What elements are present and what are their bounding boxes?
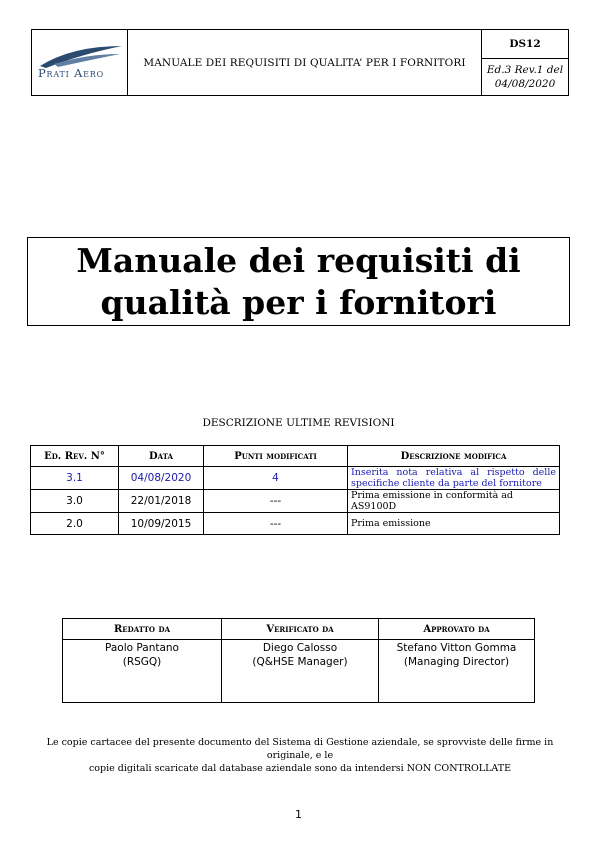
- document-title-line-1: Manuale dei requisiti di: [76, 240, 521, 280]
- signatures-table: [62, 618, 535, 703]
- edition-line-2: 04/08/2020: [494, 78, 556, 90]
- rev-points: ---: [204, 490, 348, 513]
- signature-cell-approved: [379, 640, 535, 703]
- rev-description: Prima emissione in conformità ad AS9100D: [348, 490, 560, 513]
- edition-line-1: Ed.3 Rev.1 del: [486, 64, 564, 76]
- document-title-line-2: qualità per i fornitori: [100, 282, 497, 322]
- signer-name: Diego Calosso: [262, 642, 338, 654]
- signature-header-approved: Approvato da: [379, 619, 535, 640]
- rev-date: 04/08/2020: [119, 467, 204, 490]
- signer-name: Paolo Pantano: [105, 642, 179, 654]
- signatures-row: [63, 640, 535, 703]
- signer-name: Stefano Vitton Gomma: [396, 642, 517, 654]
- col-header-rev: Ed. Rev. N°: [31, 446, 119, 467]
- logo-wing-icon: [32, 30, 127, 70]
- signer-role: (RSGQ): [122, 656, 162, 668]
- col-header-description: Descrizione modifica: [348, 446, 560, 467]
- rev-number: 3.0: [31, 490, 119, 513]
- document-title: [27, 237, 570, 326]
- controlled-copy-notice: [30, 736, 570, 775]
- table-row: [31, 490, 560, 513]
- page-header: [31, 29, 569, 96]
- signature-cell-verified: [222, 640, 379, 703]
- signature-header-verified: Verificato da: [222, 619, 379, 640]
- company-logo: [32, 30, 128, 95]
- rev-description: Prima emissione: [348, 513, 560, 535]
- page-number: 1: [295, 808, 302, 821]
- signature-header-drafted: Redatto da: [63, 619, 222, 640]
- table-row: [31, 513, 560, 535]
- notice-line-1: Le copie cartacee del presente documento del Sistema di Gestione aziendale, se sprovviste delle firme in originale, e le: [46, 737, 554, 761]
- rev-date: 10/09/2015: [119, 513, 204, 535]
- rev-number: 2.0: [31, 513, 119, 535]
- revisions-table: [30, 445, 560, 535]
- signatures-header-row: [63, 619, 535, 640]
- signer-role: (Q&HSE Manager): [252, 656, 348, 668]
- signature-cell-drafted: [63, 640, 222, 703]
- rev-points: 4: [204, 467, 348, 490]
- logo-text: Prati Aero: [38, 66, 104, 80]
- document-code: DS12: [482, 30, 568, 59]
- col-header-date: Data: [119, 446, 204, 467]
- header-title: MANUALE DEI REQUISITI DI QUALITA’ PER I FORNITORI: [128, 30, 482, 95]
- rev-date: 22/01/2018: [119, 490, 204, 513]
- rev-points: ---: [204, 513, 348, 535]
- header-meta: [482, 30, 568, 95]
- notice-line-2: copie digitali scaricate dal database aziendale sono da intendersi NON CONTROLLATE: [88, 763, 512, 774]
- revisions-heading: DESCRIZIONE ULTIME REVISIONI: [202, 417, 395, 429]
- revisions-header-row: [31, 446, 560, 467]
- rev-description: Inserita nota relativa al rispetto delle specifiche cliente da parte del fornitore: [348, 467, 560, 490]
- col-header-points: Punti modificati: [204, 446, 348, 467]
- rev-number: 3.1: [31, 467, 119, 490]
- table-row: [31, 467, 560, 490]
- edition-info: [482, 59, 568, 95]
- signer-role: (Managing Director): [403, 656, 510, 668]
